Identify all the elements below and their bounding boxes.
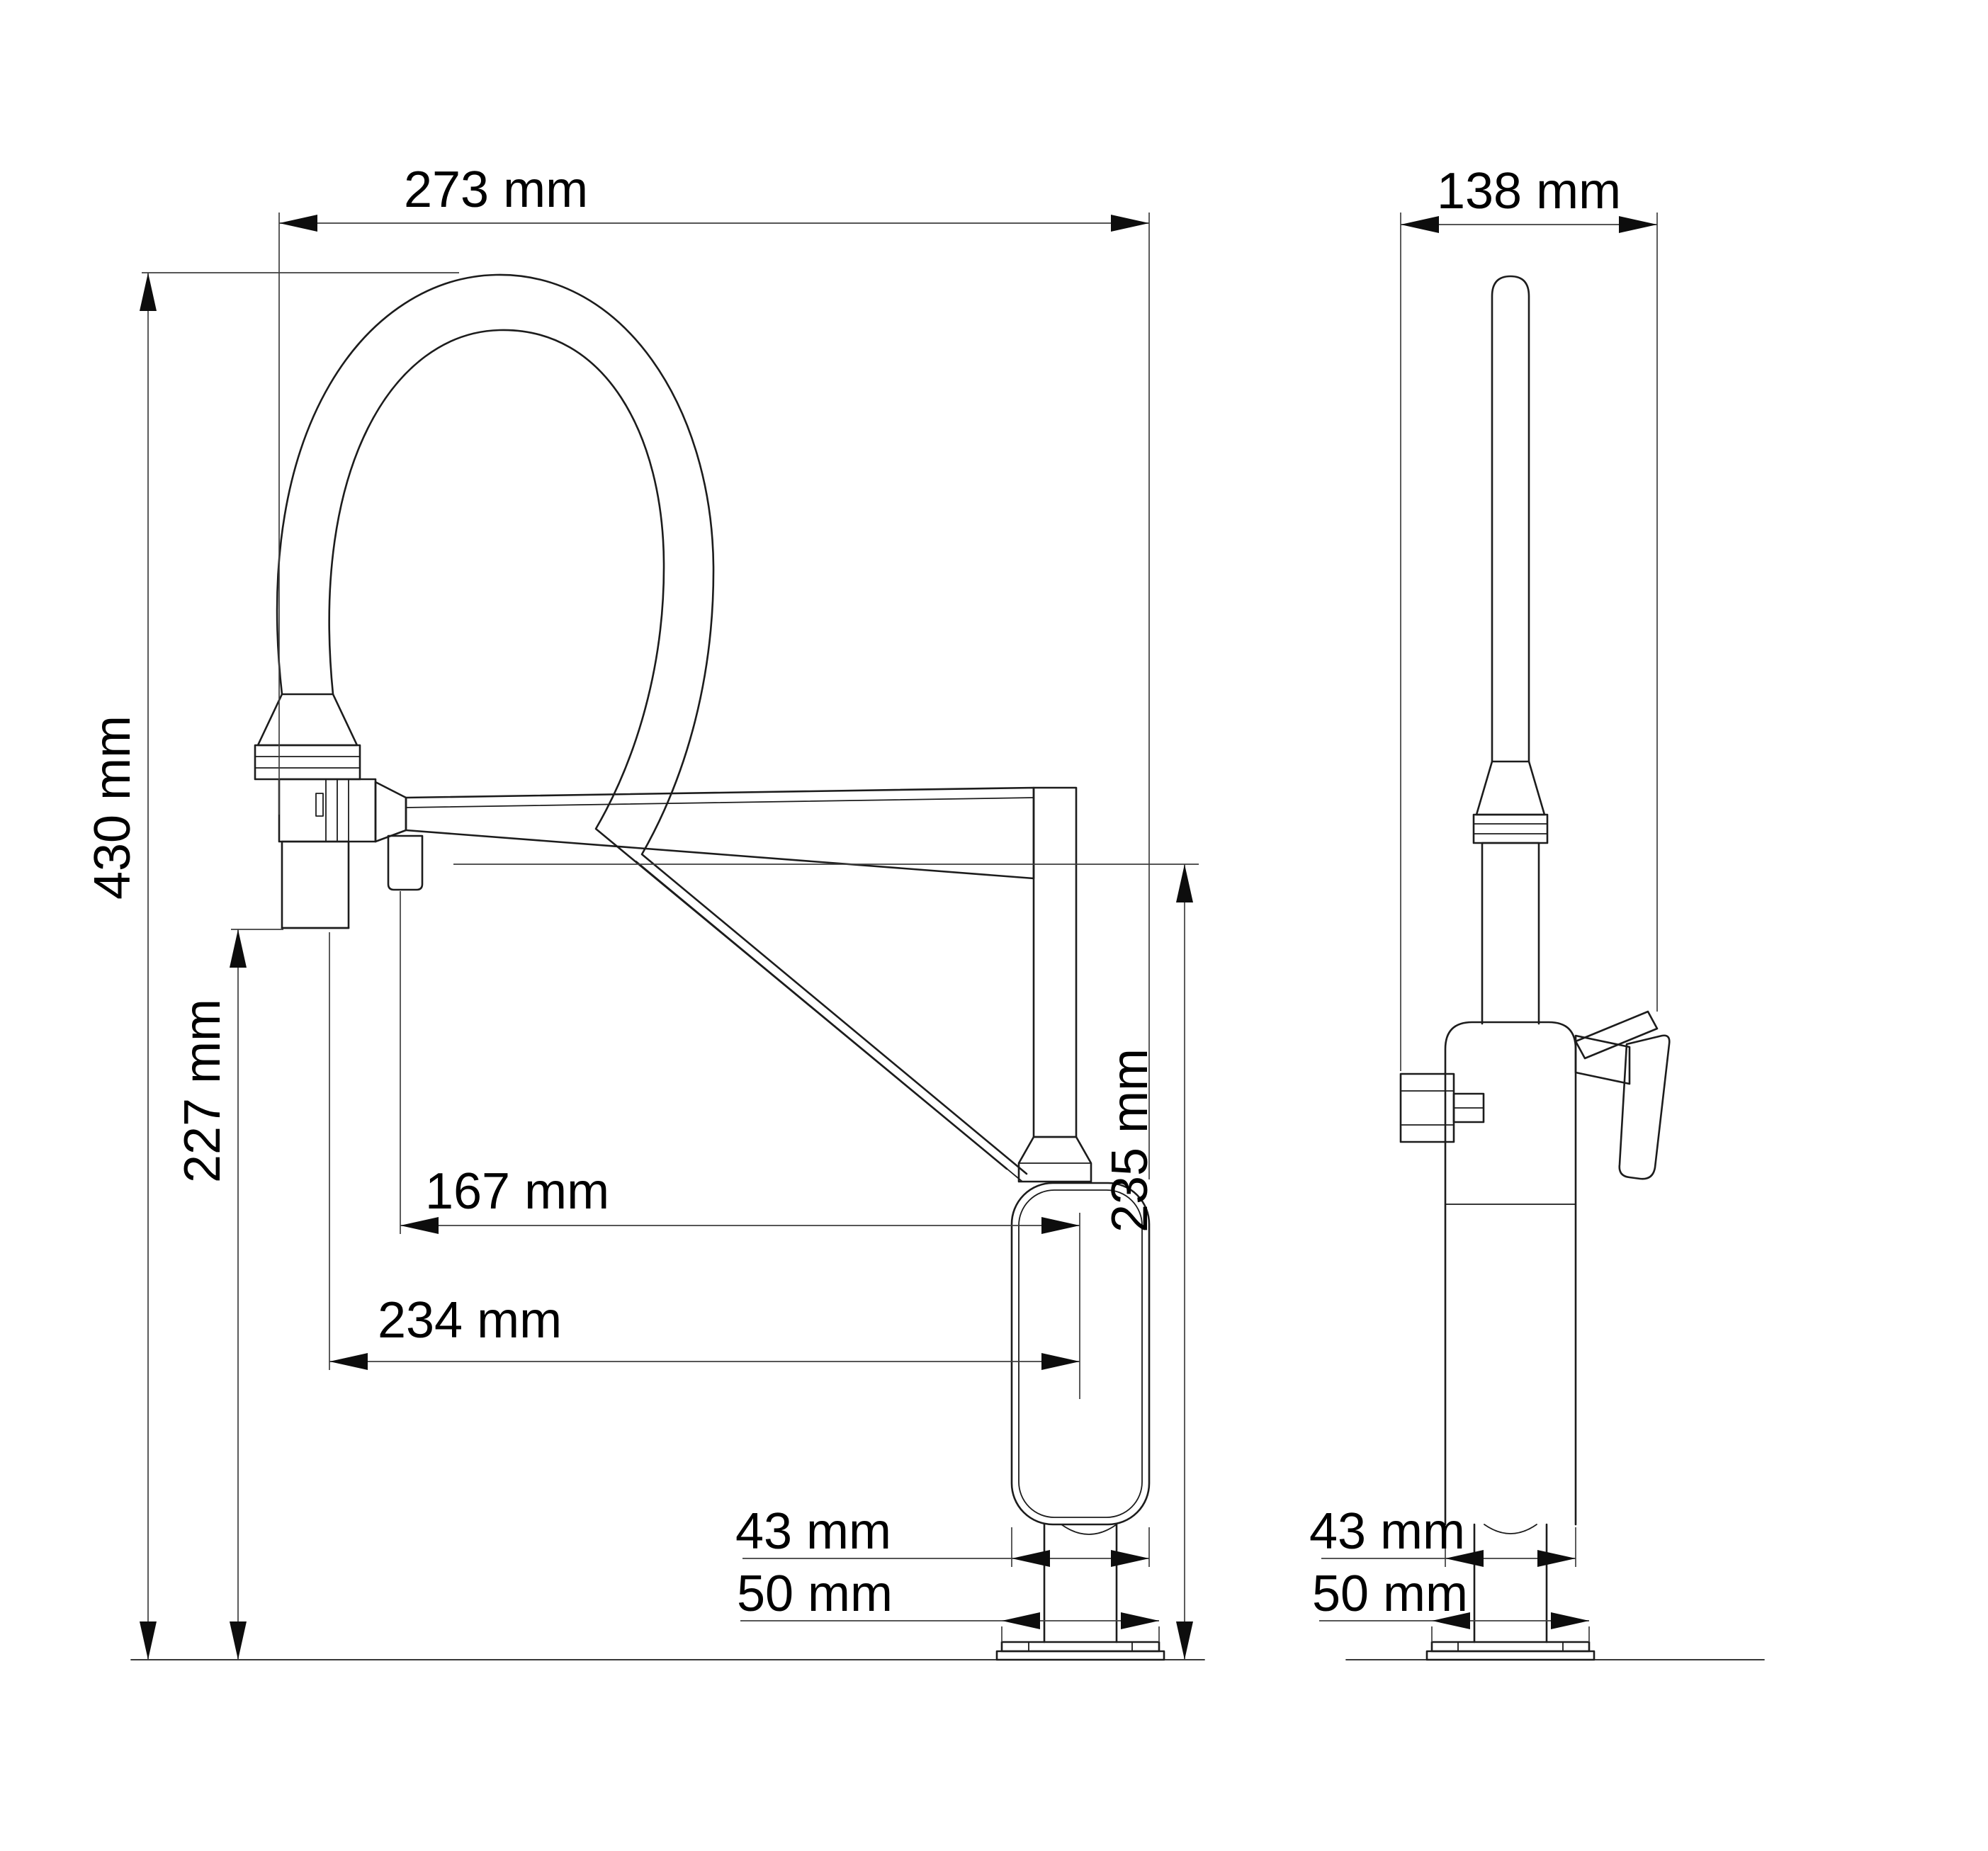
- spout-band-side: [1474, 815, 1547, 843]
- base-front: [997, 1524, 1164, 1660]
- faucet-body-side: [1445, 1022, 1576, 1534]
- spray-head-body: [279, 779, 375, 842]
- riser-pipe-front: [1019, 788, 1091, 1182]
- handle-side: [1576, 1012, 1669, 1179]
- front-view: [84, 162, 1204, 1660]
- filter-valve-side: [1401, 1074, 1484, 1142]
- dim-side-base-width: [1312, 1566, 1589, 1642]
- dim-label-front-spout-height: 235 mm: [1102, 1048, 1158, 1233]
- spray-head: [255, 694, 422, 928]
- dim-front-spray-offset: [329, 932, 1080, 1370]
- dim-label-front-overall-width: 273 mm: [403, 162, 589, 218]
- dim-side-body-width: [1309, 1503, 1576, 1567]
- body-bottom-connector-side: [1484, 1524, 1537, 1534]
- side-view: [1309, 163, 1764, 1660]
- handle-blade: [1620, 1036, 1670, 1179]
- filtered-water-outlet: [388, 836, 422, 890]
- dim-label-front-outlet-offset: 167 mm: [424, 1163, 610, 1220]
- dim-label-front-base-width: 50 mm: [736, 1566, 893, 1622]
- spray-head-band: [255, 745, 360, 779]
- dim-front-base-width: [737, 1566, 1159, 1642]
- dim-front-overall-width: [279, 162, 1149, 1179]
- dim-label-front-spray-head-height: 227 mm: [174, 998, 231, 1184]
- spray-release-button: [316, 793, 323, 816]
- neck-tube-side: [1482, 843, 1539, 1024]
- spray-hose-arc: [277, 275, 1027, 1182]
- spray-dock-cone: [375, 782, 406, 842]
- dim-front-spray-head-height: [174, 929, 283, 1660]
- dim-label-front-overall-height: 430 mm: [84, 715, 141, 900]
- mounting-shank-front: [1044, 1524, 1117, 1642]
- dim-front-body-width: [735, 1503, 1149, 1567]
- handle-lever: [1576, 1012, 1657, 1058]
- spout-collar-side: [1476, 762, 1544, 815]
- faucet-body-front: [1012, 1183, 1149, 1534]
- dim-label-side-overall-depth: 138 mm: [1436, 163, 1622, 220]
- spout-pipe-side: [1474, 276, 1547, 1024]
- dim-label-side-base-width: 50 mm: [1311, 1566, 1469, 1622]
- mounting-shank-side: [1474, 1524, 1547, 1642]
- body-bottom-connector-front: [1061, 1524, 1117, 1534]
- spray-head-lower: [282, 842, 349, 928]
- dim-front-overall-height: [84, 273, 459, 1660]
- dim-label-front-body-width: 43 mm: [735, 1503, 892, 1560]
- dim-label-front-spray-offset: 234 mm: [377, 1292, 563, 1349]
- spray-head-collar: [258, 694, 357, 745]
- dim-label-side-body-width: 43 mm: [1309, 1503, 1466, 1560]
